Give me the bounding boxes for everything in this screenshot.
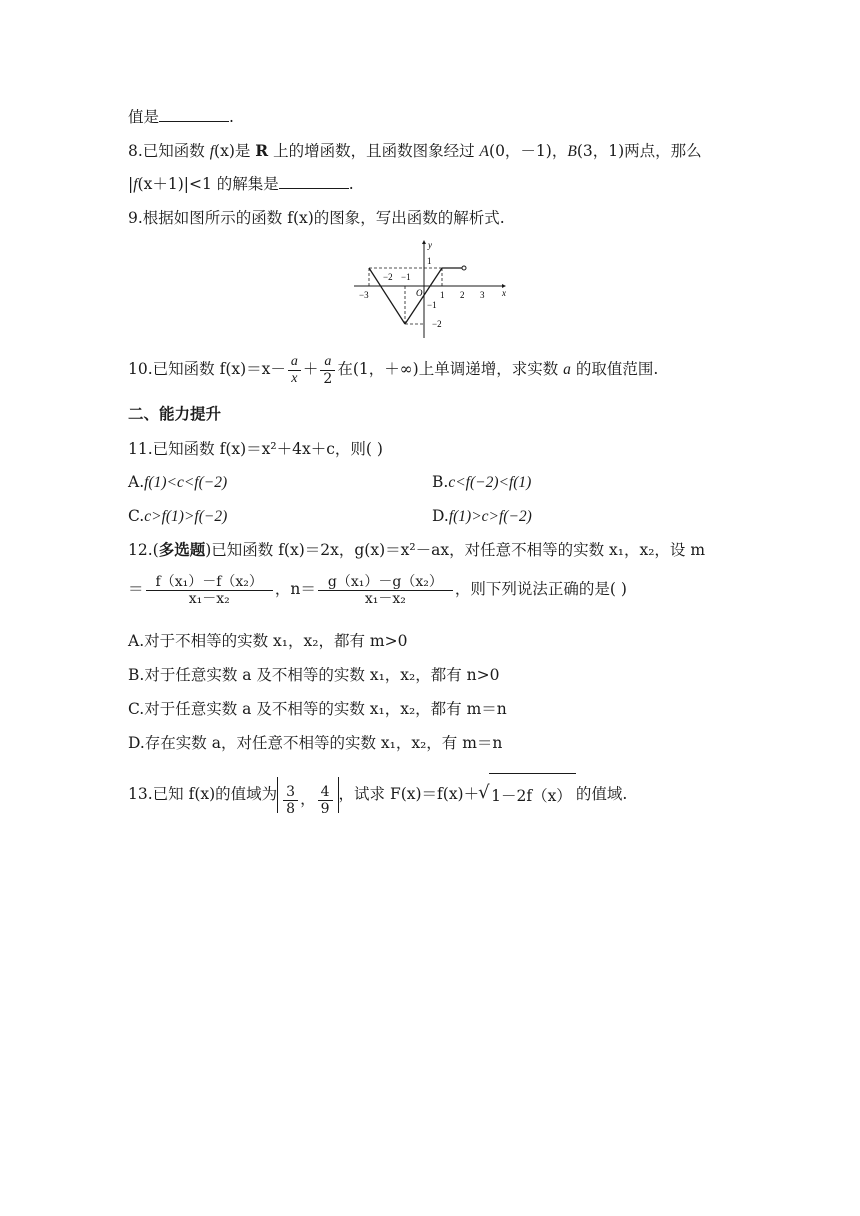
q12-n-label: ，n＝ [274, 580, 316, 598]
q12-fraction-m [146, 574, 273, 607]
q8-abs: | [128, 175, 134, 193]
fraction-denominator: x₁－x₂ [364, 590, 406, 607]
q11-option-d[interactable] [432, 505, 532, 528]
q10-plus: ＋ [302, 360, 319, 378]
y-axis-arrow [422, 240, 426, 244]
q8-line2 [128, 173, 354, 196]
q11-option-a[interactable] [128, 471, 227, 494]
x-axis-label: x [502, 288, 506, 298]
q7-tail [128, 106, 234, 128]
q9-stem [128, 207, 505, 229]
q8-text: (3，1)两点，那么 [576, 142, 702, 160]
x-tick-label: −3 [359, 290, 369, 300]
sqrt-body: 1－2f（x） [491, 786, 572, 805]
answer-blank[interactable] [279, 174, 349, 189]
x-tick-label: 3 [480, 290, 485, 300]
q12-number: 12.( [128, 541, 159, 559]
fraction-denominator: 9 [320, 800, 330, 817]
q12-option-c[interactable]: C.对于任意实数 a 及不相等的实数 x₁，x₂，都有 m＝n [128, 700, 507, 718]
q8-B: B [567, 143, 577, 160]
q12-option-b[interactable]: B.对于任意实数 a 及不相等的实数 x₁，x₂，都有 n>0 [128, 666, 500, 684]
q13-sqrt [489, 773, 576, 818]
q10-a: a [563, 361, 571, 378]
q8-text: (0，－1)， [489, 142, 568, 160]
fraction-numerator: 4 [318, 784, 333, 801]
q13-stem [128, 772, 627, 818]
q11-option-c[interactable] [128, 505, 227, 528]
q13-comma: ， [300, 790, 316, 808]
origin-label: O [416, 288, 423, 298]
fraction-numerator: f（x₁）－f（x₂） [146, 574, 273, 591]
q8-f: f [209, 143, 215, 160]
fraction [318, 784, 333, 817]
q12-stem-line2 [128, 570, 627, 608]
option-text: f(1)<c<f(−2) [144, 474, 228, 491]
function-graph [352, 238, 512, 340]
option-label: A. [128, 473, 145, 491]
q12-stem-line1 [128, 539, 705, 561]
x-tick-label: −1 [401, 272, 411, 282]
q10-text: 在(1，＋∞)上单调递增，求实数 [337, 360, 564, 378]
fraction-numerator: g（x₁）－g（x₂） [318, 574, 453, 591]
fraction-numerator: a [320, 354, 335, 371]
q11-stem: 11.已知函数 f(x)＝x²＋4x＋c，则( ) [128, 440, 383, 458]
option-label: D. [432, 507, 449, 525]
answer-blank[interactable] [159, 107, 229, 122]
x-tick-label: 2 [460, 290, 465, 300]
option-label: C. [128, 507, 145, 525]
y-tick-label: −1 [427, 300, 437, 310]
fraction-denominator: x₁－x₂ [188, 590, 230, 607]
x-tick-label: 1 [440, 290, 445, 300]
q8-A: A [479, 143, 490, 160]
q12-eq: ＝ [128, 580, 144, 598]
q8-text: (x)是 [214, 142, 256, 160]
q8-text: 上的增函数，且函数图象经过 [268, 142, 480, 160]
q12-option-a[interactable]: A.对于不相等的实数 x₁，x₂，都有 m>0 [128, 632, 408, 650]
fraction-numerator: 3 [283, 784, 298, 801]
open-endpoint [462, 266, 466, 270]
option-text: c<f(−2)<f(1) [448, 474, 532, 491]
q8-R: R [255, 141, 269, 160]
x-tick-label: −2 [383, 272, 393, 282]
q12-text: ，则下列说法正确的是( ) [454, 580, 627, 598]
q8-end: . [348, 175, 354, 193]
q8-line1 [128, 140, 702, 163]
y-tick-label: 1 [427, 256, 432, 266]
fraction [283, 784, 298, 817]
q10-fx: f(x)＝x－ [219, 360, 286, 378]
q12-text: )已知函数 f(x)＝2x，g(x)＝x²－ax，对任意不相等的实数 x₁，x₂，设 m [205, 541, 706, 559]
option-text: c>f(1)>f(−2) [144, 508, 228, 525]
q13-text: 13.已知 f(x)的值域为 [128, 785, 278, 803]
q7-tail-end: . [229, 108, 234, 126]
q7-tail-text: 值是 [128, 108, 160, 126]
q10-end: 的取值范围. [570, 360, 659, 378]
q10-fraction-a-over-2 [320, 354, 335, 387]
q8-text: (x＋1)|<1 的解集是 [137, 175, 279, 193]
fraction-denominator: x [291, 370, 298, 386]
q13-range-bracket [277, 777, 338, 817]
q8-f: f [133, 176, 138, 193]
q11-option-b[interactable] [432, 471, 531, 494]
q12-fraction-n [318, 574, 453, 607]
option-label: B. [432, 473, 449, 491]
option-text: f(1)>c>f(−2) [448, 508, 532, 525]
q13-text: ，试求 F(x)＝f(x)＋ [338, 785, 480, 803]
q9-text: 9.根据如图所示的函数 f(x)的图象，写出函数的解析式. [128, 209, 505, 227]
q12-option-d[interactable]: D.存在实数 a，对任意不相等的实数 x₁，x₂，有 m＝n [128, 734, 503, 752]
q12-multi-select-tag: 多选题 [158, 541, 206, 559]
y-tick-label: −2 [432, 319, 442, 329]
q10-fraction-a-over-x [288, 354, 301, 387]
section-heading: 二、能力提升 [128, 405, 222, 423]
y-axis-label: y [428, 240, 432, 250]
fraction-numerator: a [288, 354, 301, 371]
fraction-denominator: 2 [323, 370, 333, 387]
q10-stem [128, 352, 658, 387]
fraction-denominator: 8 [286, 800, 296, 817]
q8-text: 8.已知函数 [128, 142, 210, 160]
q10-text: 10.已知函数 [128, 360, 220, 378]
q13-end: 的值域. [575, 785, 628, 803]
